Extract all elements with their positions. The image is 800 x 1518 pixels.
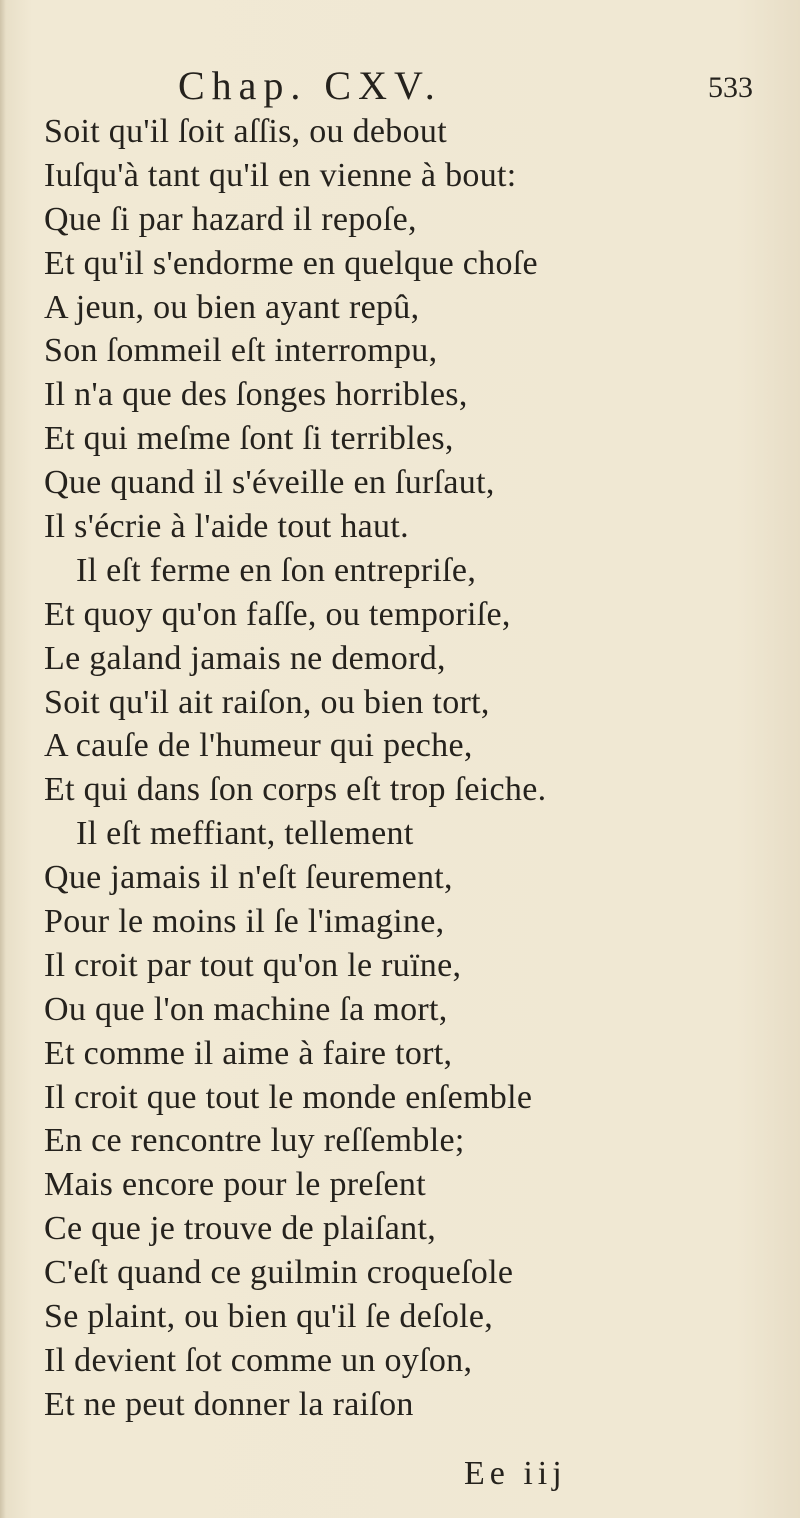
verse-line-3: Que ſi par hazard il repoſe,: [44, 200, 417, 238]
verse-line-4: Et qu'il s'endorme en quelque choſe: [44, 244, 538, 282]
verse-line-1: Soit qu'il ſoit aſſis, ou debout: [44, 113, 447, 150]
signature-mark: Ee iij: [464, 1455, 567, 1492]
verse-line-16: Et qui dans ſon corps eſt trop ſeiche.: [44, 771, 547, 809]
verse-line-25: Mais encore pour le preſent: [44, 1166, 426, 1204]
verse-line-26: Ce que je trouve de plaiſant,: [44, 1210, 437, 1248]
verse-line-14: Soit qu'il ait raiſon, ou bien tort,: [44, 683, 490, 721]
verse-line-2: Iuſqu'à tant qu'il en vienne à bout:: [44, 156, 517, 194]
verse-line-29: Il devient ſot comme un oyſon,: [44, 1341, 473, 1379]
running-header: [0, 62, 800, 110]
verse-line-5: A jeun, ou bien ayant repû,: [44, 288, 420, 326]
verse-line-12: Et quoy qu'on faſſe, ou temporiſe,: [44, 595, 511, 633]
verse-line-24: En ce rencontre luy reſſemble;: [44, 1122, 465, 1160]
verse-line-21: Ou que l'on machine ſa mort,: [44, 990, 448, 1028]
verse-line-23: Il croit que tout le monde enſemble: [44, 1078, 533, 1116]
verse-line-28: Se plaint, ou bien qu'il ſe deſole,: [44, 1298, 494, 1336]
verse-line-10: Il s'écrie à l'aide tout haut.: [44, 508, 409, 546]
verse-line-13: Le galand jamais ne demord,: [44, 639, 446, 677]
verse-line-27: C'eſt quand ce guilmin croqueſole: [44, 1254, 514, 1292]
verse-line-22: Et comme il aime à faire tort,: [44, 1034, 453, 1072]
page-number: 533: [708, 71, 753, 104]
verse-line-8: Et qui meſme ſont ſi terribles,: [44, 420, 454, 458]
poem-text: [44, 110, 694, 1427]
verse-line-20: Il croit par tout qu'on le ruïne,: [44, 946, 462, 984]
verse-line-6: Son ſommeil eſt interrompu,: [44, 332, 438, 370]
verse-line-9: Que quand il s'éveille en ſurſaut,: [44, 464, 495, 502]
page-binding-edge: [0, 0, 6, 1518]
chapter-heading: Chap. CXV.: [178, 63, 442, 108]
verse-line-19: Pour le moins il ſe l'imagine,: [44, 903, 445, 941]
verse-line-11: Il eſt ferme en ſon entrepriſe,: [76, 551, 477, 589]
verse-line-15: A cauſe de l'humeur qui peche,: [44, 727, 473, 765]
verse-line-18: Que jamais il n'eſt ſeurement,: [44, 859, 453, 897]
verse-line-7: Il n'a que des ſonges horribles,: [44, 376, 468, 414]
verse-line-30: Et ne peut donner la raiſon: [44, 1385, 414, 1423]
verse-line-17: Il eſt meffiant, tellement: [76, 815, 414, 853]
